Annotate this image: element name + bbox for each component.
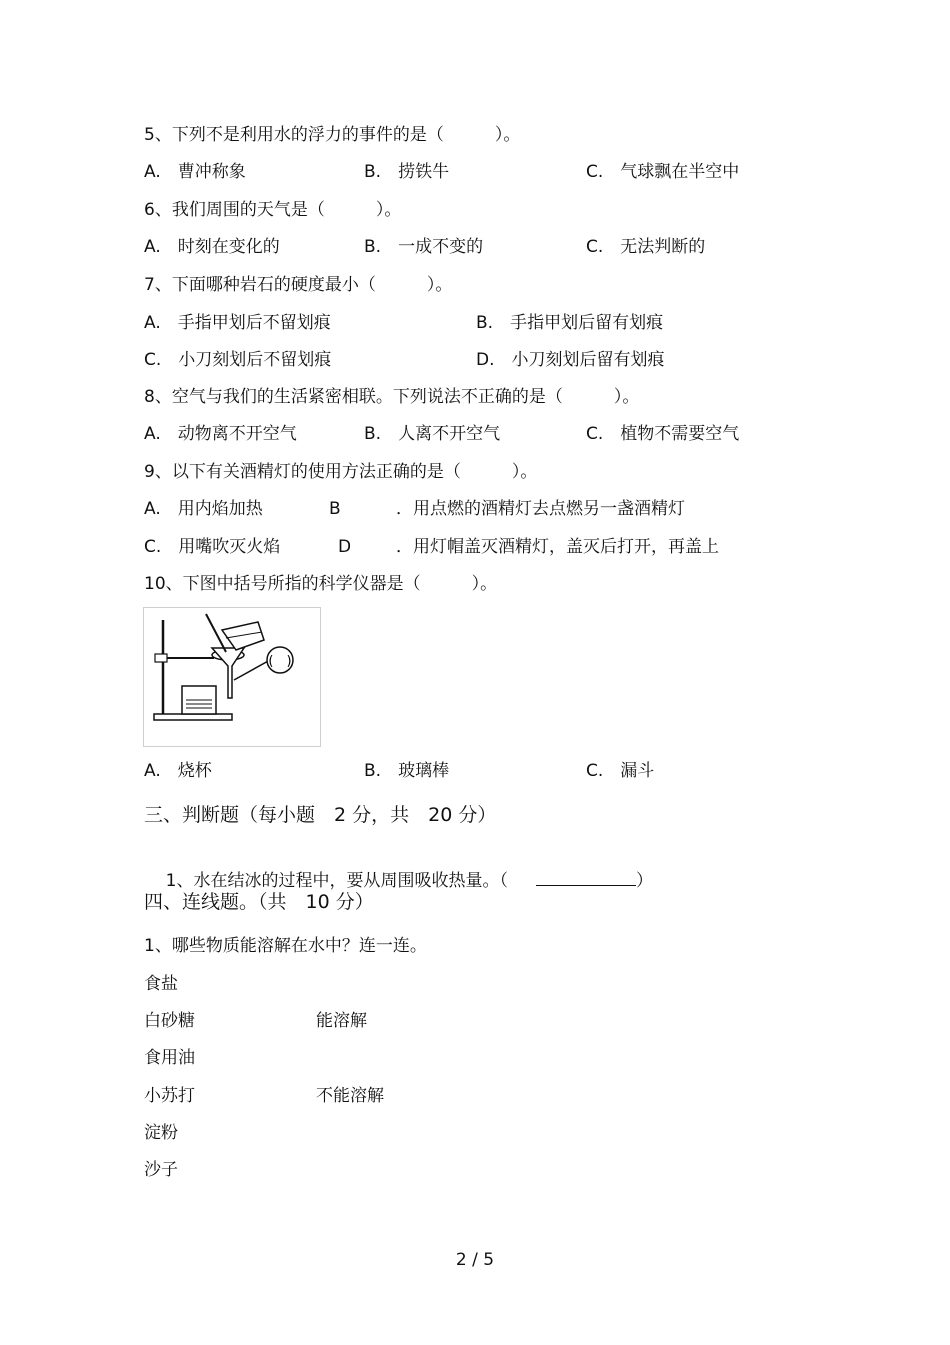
q8-option-c: C. 植物不需要空气: [586, 424, 740, 444]
filtration-diagram: [144, 608, 320, 746]
answer-blank[interactable]: [536, 869, 636, 886]
q6-option-b: B. 一成不变的: [364, 237, 484, 257]
q7-option-b: B. 手指甲划后留有划痕: [476, 313, 664, 333]
q8-option-b: B. 人离不开空气: [364, 424, 501, 444]
matching-item-1: 1、哪些物质能溶解在水中？连一连。: [144, 936, 427, 956]
q7-option-d: D. 小刀刻划后留有划痕: [476, 350, 665, 370]
q7-option-c: C. 小刀刻划后不留划痕: [144, 350, 332, 370]
question-7: 7、下面哪种岩石的硬度最小（ ）。: [144, 275, 453, 295]
substance-cooking-oil: 食用油: [144, 1048, 195, 1068]
q10-option-a: A. 烧杯: [144, 761, 212, 781]
q9-option-d-text: ．用灯帽盖灭酒精灯，盖灭后打开，再盖上: [396, 537, 719, 557]
q7-option-a: A. 手指甲划后不留划痕: [144, 313, 331, 333]
category-insoluble: 不能溶解: [316, 1086, 384, 1106]
q5-option-c: C. 气球飘在半空中: [586, 162, 740, 182]
q9-option-a: A. 用内焰加热: [144, 499, 263, 519]
judgment-item-1-text: 1、水在结冰的过程中，要从周围吸收热量。（: [165, 871, 508, 891]
section-4-title: 四、连线题。（共 10 分）: [144, 891, 374, 913]
substance-white-sugar: 白砂糖: [144, 1011, 195, 1031]
q8-option-a: A. 动物离不开空气: [144, 424, 297, 444]
q9-option-c: C. 用嘴吹灭火焰: [144, 537, 281, 557]
q6-option-a: A. 时刻在变化的: [144, 237, 280, 257]
q6-option-c: C. 无法判断的: [586, 237, 706, 257]
filtration-apparatus-figure: [143, 607, 321, 747]
q9-option-b-text: ．用点燃的酒精灯去点燃另一盏酒精灯: [396, 499, 685, 519]
substance-starch: 淀粉: [144, 1123, 178, 1143]
q9-option-b-letter: B: [329, 499, 341, 519]
q10-option-c: C. 漏斗: [586, 761, 655, 781]
question-6: 6、我们周围的天气是（ ）。: [144, 200, 402, 220]
q5-option-a: A. 曹冲称象: [144, 162, 246, 182]
page-number: 2 / 5: [455, 1250, 495, 1270]
substance-salt: 食盐: [144, 974, 178, 994]
question-9: 9、以下有关酒精灯的使用方法正确的是（ ）。: [144, 462, 538, 482]
q9-option-d-letter: D: [338, 537, 352, 557]
substance-baking-soda: 小苏打: [144, 1086, 195, 1106]
q10-option-b: B. 玻璃棒: [364, 761, 450, 781]
question-5: 5、下列不是利用水的浮力的事件的是（ ）。: [144, 125, 521, 145]
substance-sand: 沙子: [144, 1160, 178, 1180]
judgment-item-1-close: ）: [635, 871, 653, 891]
category-soluble: 能溶解: [316, 1011, 367, 1031]
question-8: 8、空气与我们的生活紧密相联。下列说法不正确的是（ ）。: [144, 387, 640, 407]
q5-option-b: B. 捞铁牛: [364, 162, 450, 182]
figure-callout-label: ( ): [268, 654, 292, 669]
question-10: 10、下图中括号所指的科学仪器是（ ）。: [144, 574, 498, 594]
section-3-title: 三、判断题（每小题 2 分，共 20 分）: [144, 804, 497, 826]
